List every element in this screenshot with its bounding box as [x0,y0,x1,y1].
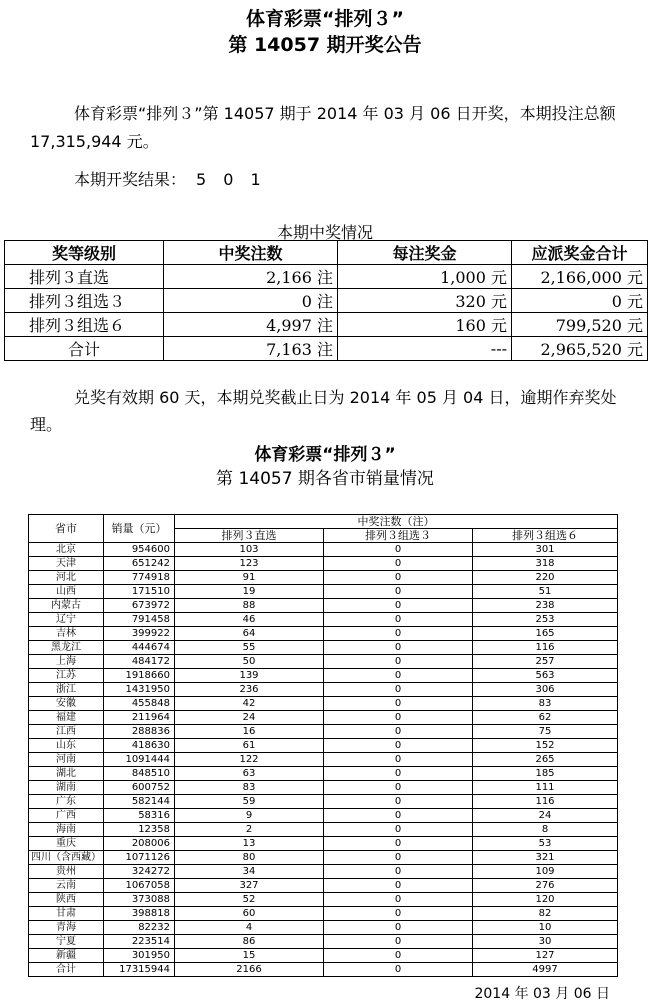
sales-row [29,949,618,963]
sales-total-row [29,963,618,977]
sales-subtitle: 第 14057 期各省市销量情况 [216,469,434,489]
group3-count: 0 [324,725,473,739]
direct-count: 52 [175,893,324,907]
direct-count: 139 [175,669,324,683]
province-name: 河北 [29,571,104,585]
province-name: 湖南 [29,781,104,795]
sales-table [28,514,618,977]
group6-count: 152 [473,739,618,753]
province-name: 山西 [29,585,104,599]
winning-count: 7,163 注 [164,337,338,361]
sales-amount: 673972 [104,599,175,613]
sales-amount: 223514 [104,935,175,949]
group3-count: 0 [324,711,473,725]
group6-count: 276 [473,879,618,893]
group3-count: 0 [324,613,473,627]
direct-count: 60 [175,907,324,921]
group6-count: 24 [473,809,618,823]
claim-notice: 兑奖有效期 60 天，本期兑奖截止日为 2014 年 05 月 04 日，逾期作弃奖处理。 [30,388,617,434]
sales-row [29,935,618,949]
group3-count: 0 [324,669,473,683]
sales-row [29,823,618,837]
sales-amount: 324272 [104,865,175,879]
sales-amount: 444674 [104,641,175,655]
winning-count: 0 注 [164,289,338,313]
group6-count: 30 [473,935,618,949]
sales-row [29,669,618,683]
total-prize: 799,520 元 [512,313,648,337]
sales-row [29,809,618,823]
sales-row [29,725,618,739]
group3-count: 0 [324,753,473,767]
winning-count: 4,997 注 [164,313,338,337]
province-name: 甘肃 [29,907,104,921]
sales-row [29,697,618,711]
direct-count: 42 [175,697,324,711]
province-name: 浙江 [29,683,104,697]
group3-count: 0 [324,627,473,641]
group6-count: 82 [473,907,618,921]
province-name: 上海 [29,655,104,669]
sales-row [29,683,618,697]
prize-table-caption: 本期中奖情况 [276,223,373,242]
footer-date: 2014 年 03 月 06 日 [474,986,610,1002]
sales-amount: 399922 [104,627,175,641]
header-direct: 排列３直选 [175,529,324,543]
sales-row [29,599,618,613]
group6-count: 109 [473,865,618,879]
group3-count: 0 [324,879,473,893]
group3-count: 0 [324,781,473,795]
total-prize: 2,965,520 元 [512,337,648,361]
sales-row [29,907,618,921]
sales-row [29,557,618,571]
group6-count: 563 [473,669,618,683]
sales-row [29,543,618,557]
prize-per-bet: 320 元 [338,289,512,313]
sales-title: 体育彩票“排列３” [254,445,396,465]
group3-count: 0 [324,907,473,921]
province-name: 广东 [29,795,104,809]
group6-count: 238 [473,599,618,613]
group6-count: 116 [473,641,618,655]
direct-count: 327 [175,879,324,893]
draw-result-numbers: 5 0 1 [196,170,267,189]
province-name: 海南 [29,823,104,837]
sales-amount: 1431950 [104,683,175,697]
sales-amount: 208006 [104,837,175,851]
group6-count: 10 [473,921,618,935]
sales-row [29,739,618,753]
province-name: 贵州 [29,865,104,879]
header-group6: 排列３组选６ [473,529,618,543]
group3-count: 0 [324,935,473,949]
direct-count: 46 [175,613,324,627]
group3-count: 0 [324,823,473,837]
group6-count: 257 [473,655,618,669]
group3-count: 0 [324,655,473,669]
group6-count: 51 [473,585,618,599]
direct-count: 15 [175,949,324,963]
group6-count: 4997 [473,963,618,977]
group3-count: 0 [324,837,473,851]
sales-row [29,571,618,585]
direct-count: 64 [175,627,324,641]
header-winning-count: 中奖注数 [164,241,338,265]
province-name: 青海 [29,921,104,935]
direct-count: 24 [175,711,324,725]
group3-count: 0 [324,893,473,907]
direct-count: 9 [175,809,324,823]
sales-amount: 17315944 [104,963,175,977]
group3-count: 0 [324,865,473,879]
issue-subtitle: 第 14057 期开奖公告 [228,34,422,56]
group3-count: 0 [324,851,473,865]
direct-count: 19 [175,585,324,599]
group6-count: 318 [473,557,618,571]
group3-count: 0 [324,767,473,781]
sales-amount: 651242 [104,557,175,571]
province-name: 天津 [29,557,104,571]
prize-level: 合计 [5,337,164,361]
prize-per-bet: 1,000 元 [338,265,512,289]
direct-count: 34 [175,865,324,879]
direct-count: 2 [175,823,324,837]
sales-row [29,585,618,599]
sales-amount: 1091444 [104,753,175,767]
province-name: 重庆 [29,837,104,851]
group3-count: 0 [324,641,473,655]
sales-row [29,879,618,893]
sales-row [29,851,618,865]
prize-table [4,240,648,361]
prize-row [5,313,648,337]
group3-count: 0 [324,585,473,599]
group3-count: 0 [324,557,473,571]
direct-count: 103 [175,543,324,557]
sales-table-body [29,543,618,977]
sales-row [29,837,618,851]
prize-per-bet: --- [338,337,512,361]
direct-count: 83 [175,781,324,795]
group6-count: 321 [473,851,618,865]
sales-amount: 398818 [104,907,175,921]
province-name: 安徽 [29,697,104,711]
group6-count: 8 [473,823,618,837]
group3-count: 0 [324,543,473,557]
sales-amount: 171510 [104,585,175,599]
prize-level: 排列３组选６ [5,313,164,337]
sales-amount: 1067058 [104,879,175,893]
sales-amount: 1071126 [104,851,175,865]
sales-amount: 82232 [104,921,175,935]
header-sales-amount: 销量（元） [104,515,175,543]
group3-count: 0 [324,949,473,963]
province-name: 山东 [29,739,104,753]
sales-row [29,921,618,935]
prize-total-row [5,337,648,361]
intro-paragraph: 体育彩票“排列３”第 14057 期于 2014 年 03 月 06 日开奖，本期投注总额 17,315,944 元。 [30,104,616,151]
group6-count: 83 [473,697,618,711]
group6-count: 75 [473,725,618,739]
group3-count: 0 [324,571,473,585]
province-name: 四川（含西藏） [29,851,104,865]
sales-row [29,865,618,879]
prize-table-header [5,241,648,265]
province-name: 新疆 [29,949,104,963]
sales-amount: 484172 [104,655,175,669]
header-prize-level: 奖等级别 [5,241,164,265]
sales-amount: 1918660 [104,669,175,683]
sales-row [29,893,618,907]
header-prize-per-bet: 每注奖金 [338,241,512,265]
sales-row [29,753,618,767]
province-name: 合计 [29,963,104,977]
province-name: 江苏 [29,669,104,683]
province-name: 河南 [29,753,104,767]
sales-row [29,711,618,725]
group3-count: 0 [324,683,473,697]
province-name: 陕西 [29,893,104,907]
group6-count: 265 [473,753,618,767]
group6-count: 62 [473,711,618,725]
sales-amount: 954600 [104,543,175,557]
province-name: 内蒙古 [29,599,104,613]
group3-count: 0 [324,697,473,711]
group6-count: 116 [473,795,618,809]
group6-count: 127 [473,949,618,963]
winning-count: 2,166 注 [164,265,338,289]
sales-amount: 12358 [104,823,175,837]
direct-count: 122 [175,753,324,767]
direct-count: 123 [175,557,324,571]
sales-amount: 582144 [104,795,175,809]
header-winning-counts: 中奖注数（注） [175,515,618,529]
province-name: 福建 [29,711,104,725]
sales-row [29,613,618,627]
prize-level: 排列３组选３ [5,289,164,313]
prize-per-bet: 160 元 [338,313,512,337]
province-name: 黑龙江 [29,641,104,655]
group3-count: 0 [324,809,473,823]
province-name: 吉林 [29,627,104,641]
group6-count: 120 [473,893,618,907]
direct-count: 2166 [175,963,324,977]
sales-amount: 418630 [104,739,175,753]
group3-count: 0 [324,739,473,753]
sales-amount: 774918 [104,571,175,585]
sales-row [29,781,618,795]
sales-amount: 211964 [104,711,175,725]
province-name: 云南 [29,879,104,893]
draw-result-label: 本期开奖结果： [74,170,187,189]
direct-count: 50 [175,655,324,669]
direct-count: 88 [175,599,324,613]
header-province: 省市 [29,515,104,543]
direct-count: 61 [175,739,324,753]
province-name: 宁夏 [29,935,104,949]
direct-count: 16 [175,725,324,739]
prize-row [5,265,648,289]
province-name: 江西 [29,725,104,739]
header-group3: 排列３组选３ [324,529,473,543]
group3-count: 0 [324,599,473,613]
direct-count: 236 [175,683,324,697]
sales-amount: 288836 [104,725,175,739]
sales-row [29,767,618,781]
header-total-prize: 应派奖金合计 [512,241,648,265]
group6-count: 53 [473,837,618,851]
page-title: 体育彩票“排列３” [246,8,404,30]
total-prize: 2,166,000 元 [512,265,648,289]
sales-amount: 791458 [104,613,175,627]
direct-count: 13 [175,837,324,851]
sales-amount: 301950 [104,949,175,963]
direct-count: 91 [175,571,324,585]
group6-count: 306 [473,683,618,697]
group6-count: 111 [473,781,618,795]
group6-count: 301 [473,543,618,557]
direct-count: 55 [175,641,324,655]
sales-amount: 373088 [104,893,175,907]
direct-count: 59 [175,795,324,809]
sales-amount: 58316 [104,809,175,823]
sales-amount: 455848 [104,697,175,711]
group6-count: 253 [473,613,618,627]
group6-count: 185 [473,767,618,781]
direct-count: 86 [175,935,324,949]
total-prize: 0 元 [512,289,648,313]
sales-row [29,795,618,809]
draw-result [74,166,267,194]
sales-row [29,655,618,669]
sales-row [29,627,618,641]
direct-count: 63 [175,767,324,781]
direct-count: 4 [175,921,324,935]
group6-count: 165 [473,627,618,641]
prize-row [5,289,648,313]
province-name: 辽宁 [29,613,104,627]
sales-row [29,641,618,655]
sales-header-row [29,515,618,529]
group3-count: 0 [324,921,473,935]
province-name: 湖北 [29,767,104,781]
prize-level: 排列３直选 [5,265,164,289]
sales-amount: 600752 [104,781,175,795]
province-name: 广西 [29,809,104,823]
sales-amount: 848510 [104,767,175,781]
province-name: 北京 [29,543,104,557]
group3-count: 0 [324,795,473,809]
group3-count: 0 [324,963,473,977]
direct-count: 80 [175,851,324,865]
group6-count: 220 [473,571,618,585]
